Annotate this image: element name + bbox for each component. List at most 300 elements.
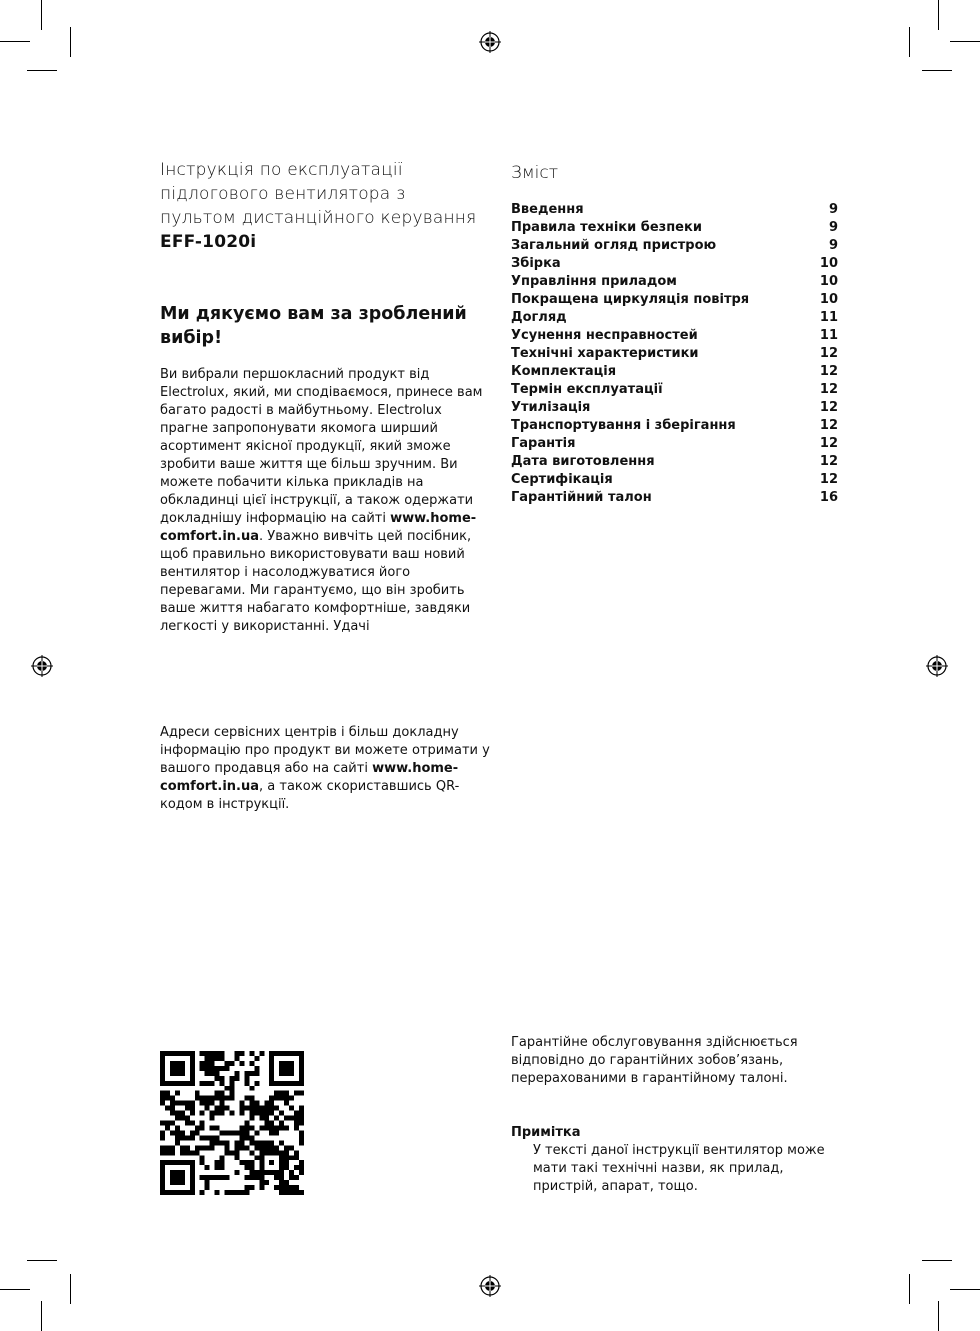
- qr-module: [205, 1096, 210, 1101]
- qr-module: [254, 1066, 259, 1071]
- qr-module: [254, 1145, 259, 1150]
- qr-module: [239, 1190, 244, 1195]
- qr-module: [180, 1081, 185, 1086]
- qr-module: [220, 1160, 225, 1165]
- table-of-contents: [511, 201, 838, 507]
- intro-text: Ви вибрали першокласний продукт від Electrolux, який, ми сподіваємося, принесе вам багато радості в майбутньому. Electrolux прагне запропонувати якомога ширший асортимент якісної продукції, який зможе зробити ваше життя ще більш зручним. Ви можете побачити кілька прикладів на обкладинці цієї інструкції, а також одержати докладнішу інформацію на сайті: [160, 367, 483, 526]
- qr-module: [165, 1150, 170, 1155]
- qr-module: [220, 1130, 225, 1135]
- crop-mark: [70, 1274, 71, 1304]
- qr-module: [195, 1130, 200, 1135]
- qr-module: [205, 1081, 210, 1086]
- qr-module: [190, 1130, 195, 1135]
- qr-module: [299, 1076, 304, 1081]
- qr-module: [215, 1175, 220, 1180]
- qr-module: [249, 1140, 254, 1145]
- qr-module: [264, 1150, 269, 1155]
- qr-module: [284, 1165, 289, 1170]
- qr-module: [190, 1081, 195, 1086]
- crop-mark: [909, 1274, 910, 1304]
- qr-module: [205, 1051, 210, 1056]
- qr-module: [299, 1121, 304, 1126]
- toc-item[interactable]: [511, 471, 838, 489]
- intro-text: . Уважно вивчіть цей посібник, щоб правильно використовувати ваш новий вентилятор і насолоджуватися його перевагами. Ми гарантуємо, що він зробить ваше життя набагато комфортніше, завдяки легкості у використанні. Удачі: [160, 529, 472, 634]
- intro-paragraph: [160, 366, 490, 636]
- qr-module: [205, 1106, 210, 1111]
- qr-module: [244, 1165, 249, 1170]
- qr-module: [299, 1111, 304, 1116]
- qr-module: [200, 1155, 205, 1160]
- qr-module: [205, 1066, 210, 1071]
- qr-module: [269, 1066, 274, 1071]
- qr-module: [165, 1106, 170, 1111]
- toc-item[interactable]: [511, 417, 838, 435]
- qr-module: [160, 1121, 165, 1126]
- qr-module: [279, 1125, 284, 1130]
- qr-module: [180, 1111, 185, 1116]
- qr-module: [220, 1091, 225, 1096]
- qr-module: [284, 1091, 289, 1096]
- qr-module: [170, 1145, 175, 1150]
- toc-item[interactable]: [511, 273, 838, 291]
- qr-module: [230, 1190, 235, 1195]
- qr-module: [215, 1076, 220, 1081]
- qr-module: [259, 1175, 264, 1180]
- qr-module: [200, 1125, 205, 1130]
- qr-module: [249, 1101, 254, 1106]
- qr-module: [269, 1081, 274, 1086]
- qr-module: [274, 1116, 279, 1121]
- model-number: EFF-1020i: [160, 232, 257, 252]
- qr-module: [264, 1125, 269, 1130]
- qr-module: [294, 1116, 299, 1121]
- note-title: Примітка: [511, 1125, 581, 1140]
- qr-module: [180, 1170, 185, 1175]
- qr-module: [234, 1145, 239, 1150]
- toc-item[interactable]: [511, 201, 838, 219]
- qr-module: [244, 1106, 249, 1111]
- qr-module: [254, 1155, 259, 1160]
- toc-item[interactable]: [511, 237, 838, 255]
- qr-module: [160, 1190, 165, 1195]
- qr-module: [200, 1160, 205, 1165]
- qr-module: [220, 1106, 225, 1111]
- qr-module: [215, 1165, 220, 1170]
- qr-module: [279, 1165, 284, 1170]
- qr-module: [244, 1076, 249, 1081]
- qr-module: [210, 1061, 215, 1066]
- qr-module: [160, 1175, 165, 1180]
- qr-module: [175, 1081, 180, 1086]
- toc-item-label: Усунення несправностей: [511, 328, 698, 343]
- title-line: підлогового вентилятора з: [160, 184, 406, 204]
- qr-module: [259, 1150, 264, 1155]
- qr-module: [244, 1175, 249, 1180]
- toc-item-page: 11: [819, 310, 838, 325]
- qr-module: [274, 1175, 279, 1180]
- qr-module: [210, 1081, 215, 1086]
- qr-module: [225, 1066, 230, 1071]
- qr-module: [185, 1145, 190, 1150]
- qr-module: [190, 1061, 195, 1066]
- qr-module: [249, 1160, 254, 1165]
- toc-item-page: 12: [819, 418, 838, 433]
- qr-module: [220, 1165, 225, 1170]
- qr-module: [160, 1076, 165, 1081]
- qr-module: [239, 1101, 244, 1106]
- qr-module: [289, 1081, 294, 1086]
- qr-module: [190, 1101, 195, 1106]
- toc-item[interactable]: [511, 309, 838, 327]
- toc-item[interactable]: [511, 489, 838, 507]
- qr-module: [249, 1106, 254, 1111]
- qr-module: [299, 1170, 304, 1175]
- qr-module: [180, 1150, 185, 1155]
- qr-module: [185, 1160, 190, 1165]
- qr-module: [170, 1096, 175, 1101]
- qr-module: [249, 1061, 254, 1066]
- qr-module: [205, 1165, 210, 1170]
- toc-item-page: 9: [828, 238, 838, 253]
- qr-module: [215, 1071, 220, 1076]
- qr-module: [239, 1145, 244, 1150]
- qr-module: [289, 1106, 294, 1111]
- qr-module: [299, 1106, 304, 1111]
- qr-module: [299, 1130, 304, 1135]
- qr-module: [299, 1056, 304, 1061]
- qr-module: [284, 1185, 289, 1190]
- qr-module: [244, 1081, 249, 1086]
- qr-module: [244, 1135, 249, 1140]
- qr-module: [165, 1125, 170, 1130]
- qr-module: [299, 1081, 304, 1086]
- qr-module: [294, 1175, 299, 1180]
- qr-module: [190, 1160, 195, 1165]
- crop-mark: [41, 1301, 42, 1331]
- crop-mark: [938, 1301, 939, 1331]
- qr-module: [279, 1185, 284, 1190]
- qr-module: [160, 1066, 165, 1071]
- qr-module: [200, 1135, 205, 1140]
- toc-item[interactable]: [511, 399, 838, 417]
- qr-module: [185, 1190, 190, 1195]
- qr-module: [180, 1116, 185, 1121]
- qr-code-icon[interactable]: [160, 1051, 304, 1195]
- toc-item-label: Комплектація: [511, 364, 617, 379]
- qr-module: [170, 1106, 175, 1111]
- qr-module: [294, 1051, 299, 1056]
- qr-module: [220, 1101, 225, 1106]
- qr-module: [160, 1165, 165, 1170]
- crop-mark: [27, 1260, 57, 1261]
- toc-item-page: 12: [819, 454, 838, 469]
- qr-module: [225, 1175, 230, 1180]
- qr-module: [185, 1150, 190, 1155]
- qr-module: [244, 1071, 249, 1076]
- qr-module: [234, 1051, 239, 1056]
- qr-module: [180, 1061, 185, 1066]
- qr-module: [195, 1091, 200, 1096]
- toc-item-label: Дата виготовлення: [511, 454, 655, 469]
- crop-mark: [27, 70, 57, 71]
- toc-item-page: 9: [828, 202, 838, 217]
- qr-module: [180, 1066, 185, 1071]
- qr-module: [264, 1116, 269, 1121]
- qr-module: [279, 1190, 284, 1195]
- qr-module: [225, 1086, 230, 1091]
- toc-item-label: Збірка: [511, 256, 561, 271]
- qr-module: [299, 1066, 304, 1071]
- qr-module: [190, 1076, 195, 1081]
- qr-module: [244, 1096, 249, 1101]
- qr-module: [299, 1116, 304, 1121]
- toc-item[interactable]: [511, 291, 838, 309]
- qr-module: [200, 1061, 205, 1066]
- toc-item-label: Загальний огляд пристрою: [511, 238, 717, 253]
- qr-module: [180, 1190, 185, 1195]
- toc-item[interactable]: [511, 381, 838, 399]
- qr-module: [234, 1155, 239, 1160]
- qr-module: [269, 1145, 274, 1150]
- qr-module: [210, 1111, 215, 1116]
- qr-module: [205, 1061, 210, 1066]
- service-text: Адреси сервісних центрів і більш докладну інформацію про продукт ви можете отримати у вашого продавця або на сайті: [160, 725, 490, 776]
- qr-module: [294, 1155, 299, 1160]
- qr-module: [170, 1150, 175, 1155]
- qr-module: [180, 1051, 185, 1056]
- qr-module: [284, 1096, 289, 1101]
- qr-module: [170, 1066, 175, 1071]
- toc-item[interactable]: [511, 363, 838, 381]
- qr-module: [284, 1190, 289, 1195]
- qr-module: [244, 1125, 249, 1130]
- qr-module: [269, 1150, 274, 1155]
- qr-module: [274, 1051, 279, 1056]
- qr-module: [190, 1135, 195, 1140]
- qr-module: [170, 1130, 175, 1135]
- qr-module: [254, 1170, 259, 1175]
- qr-module: [254, 1071, 259, 1076]
- qr-module: [175, 1130, 180, 1135]
- qr-module: [215, 1051, 220, 1056]
- qr-module: [289, 1175, 294, 1180]
- qr-module: [279, 1071, 284, 1076]
- registration-mark-icon: [479, 1275, 501, 1297]
- toc-item-label: Транспортування і зберігання: [511, 418, 736, 433]
- registration-mark-icon: [926, 655, 948, 677]
- qr-module: [259, 1165, 264, 1170]
- toc-item-page: 10: [819, 256, 838, 271]
- qr-module: [279, 1111, 284, 1116]
- qr-module: [160, 1081, 165, 1086]
- qr-module: [160, 1101, 165, 1106]
- qr-module: [244, 1121, 249, 1126]
- toc-item-label: Гарантія: [511, 436, 576, 451]
- qr-module: [299, 1160, 304, 1165]
- qr-module: [274, 1125, 279, 1130]
- toc-item-label: Термін експлуатації: [511, 382, 663, 397]
- crop-mark: [950, 1289, 980, 1290]
- website-link[interactable]: www.home-comfort.in.ua: [160, 511, 477, 544]
- qr-module: [259, 1185, 264, 1190]
- qr-module: [175, 1125, 180, 1130]
- qr-module: [234, 1056, 239, 1061]
- qr-module: [195, 1096, 200, 1101]
- registration-mark-icon: [31, 655, 53, 677]
- qr-module: [299, 1091, 304, 1096]
- qr-module: [215, 1056, 220, 1061]
- qr-module: [190, 1106, 195, 1111]
- qr-module: [269, 1096, 274, 1101]
- qr-module: [249, 1150, 254, 1155]
- qr-module: [165, 1145, 170, 1150]
- qr-module: [160, 1061, 165, 1066]
- qr-module: [279, 1155, 284, 1160]
- qr-module: [259, 1051, 264, 1056]
- qr-module: [225, 1061, 230, 1066]
- qr-module: [294, 1125, 299, 1130]
- qr-module: [264, 1101, 269, 1106]
- qr-module: [249, 1051, 254, 1056]
- document-title: [160, 158, 500, 254]
- toc-item[interactable]: [511, 219, 838, 237]
- qr-module: [254, 1056, 259, 1061]
- qr-module: [284, 1155, 289, 1160]
- qr-module: [234, 1150, 239, 1155]
- qr-module: [215, 1111, 220, 1116]
- qr-module: [274, 1106, 279, 1111]
- qr-module: [234, 1140, 239, 1145]
- qr-module: [220, 1155, 225, 1160]
- qr-module: [180, 1160, 185, 1165]
- qr-module: [205, 1071, 210, 1076]
- qr-module: [205, 1175, 210, 1180]
- qr-module: [284, 1061, 289, 1066]
- qr-module: [284, 1101, 289, 1106]
- qr-module: [254, 1175, 259, 1180]
- qr-module: [190, 1165, 195, 1170]
- qr-module: [210, 1071, 215, 1076]
- registration-mark-icon: [479, 31, 501, 53]
- qr-module: [294, 1190, 299, 1195]
- qr-module: [294, 1185, 299, 1190]
- toc-item[interactable]: [511, 327, 838, 345]
- qr-module: [170, 1101, 175, 1106]
- qr-module: [215, 1125, 220, 1130]
- qr-module: [215, 1066, 220, 1071]
- toc-item-label: Утилізація: [511, 400, 591, 415]
- qr-module: [249, 1116, 254, 1121]
- qr-module: [269, 1140, 274, 1145]
- qr-module: [239, 1135, 244, 1140]
- qr-module: [239, 1051, 244, 1056]
- qr-module: [225, 1106, 230, 1111]
- qr-module: [175, 1190, 180, 1195]
- website-link[interactable]: www.home-comfort.in.ua: [160, 761, 459, 794]
- qr-module: [200, 1190, 205, 1195]
- toc-item[interactable]: [511, 255, 838, 273]
- qr-module: [279, 1051, 284, 1056]
- qr-module: [215, 1135, 220, 1140]
- crop-mark: [938, 0, 939, 30]
- qr-module: [249, 1135, 254, 1140]
- qr-module: [200, 1066, 205, 1071]
- qr-module: [249, 1125, 254, 1130]
- qr-module: [279, 1096, 284, 1101]
- qr-module: [220, 1081, 225, 1086]
- qr-module: [225, 1150, 230, 1155]
- toc-item-label: Введення: [511, 202, 584, 217]
- qr-module: [180, 1135, 185, 1140]
- qr-module: [289, 1066, 294, 1071]
- qr-module: [230, 1150, 235, 1155]
- qr-module: [269, 1061, 274, 1066]
- qr-module: [210, 1096, 215, 1101]
- qr-module: [249, 1086, 254, 1091]
- toc-item[interactable]: [511, 435, 838, 453]
- toc-item-label: Технічні характеристики: [511, 346, 699, 361]
- qr-module: [205, 1185, 210, 1190]
- toc-heading: Зміст: [511, 163, 559, 183]
- qr-module: [269, 1051, 274, 1056]
- qr-module: [200, 1081, 205, 1086]
- qr-module: [210, 1066, 215, 1071]
- qr-module: [264, 1145, 269, 1150]
- qr-module: [249, 1165, 254, 1170]
- toc-item-label: Догляд: [511, 310, 567, 325]
- qr-module: [294, 1111, 299, 1116]
- toc-item[interactable]: [511, 345, 838, 363]
- qr-module: [279, 1150, 284, 1155]
- qr-module: [225, 1190, 230, 1195]
- qr-module: [284, 1071, 289, 1076]
- qr-module: [299, 1140, 304, 1145]
- qr-module: [200, 1096, 205, 1101]
- qr-module: [259, 1111, 264, 1116]
- qr-module: [269, 1125, 274, 1130]
- qr-module: [160, 1180, 165, 1185]
- qr-module: [185, 1121, 190, 1126]
- qr-module: [165, 1190, 170, 1195]
- qr-module: [264, 1170, 269, 1175]
- qr-module: [254, 1081, 259, 1086]
- qr-module: [195, 1125, 200, 1130]
- qr-module: [190, 1150, 195, 1155]
- toc-item-label: Управління приладом: [511, 274, 677, 289]
- qr-module: [210, 1116, 215, 1121]
- qr-module: [175, 1135, 180, 1140]
- qr-module: [220, 1076, 225, 1081]
- qr-module: [279, 1170, 284, 1175]
- qr-module: [160, 1170, 165, 1175]
- qr-module: [230, 1061, 235, 1066]
- qr-module: [230, 1096, 235, 1101]
- qr-module: [294, 1121, 299, 1126]
- qr-module: [284, 1066, 289, 1071]
- qr-module: [259, 1116, 264, 1121]
- qr-module: [190, 1051, 195, 1056]
- crop-mark: [922, 1260, 952, 1261]
- qr-module: [294, 1091, 299, 1096]
- toc-item[interactable]: [511, 453, 838, 471]
- qr-module: [234, 1170, 239, 1175]
- qr-module: [190, 1175, 195, 1180]
- qr-module: [230, 1081, 235, 1086]
- qr-module: [200, 1145, 205, 1150]
- toc-item-page: 11: [819, 328, 838, 343]
- qr-module: [185, 1101, 190, 1106]
- service-paragraph: [160, 724, 490, 814]
